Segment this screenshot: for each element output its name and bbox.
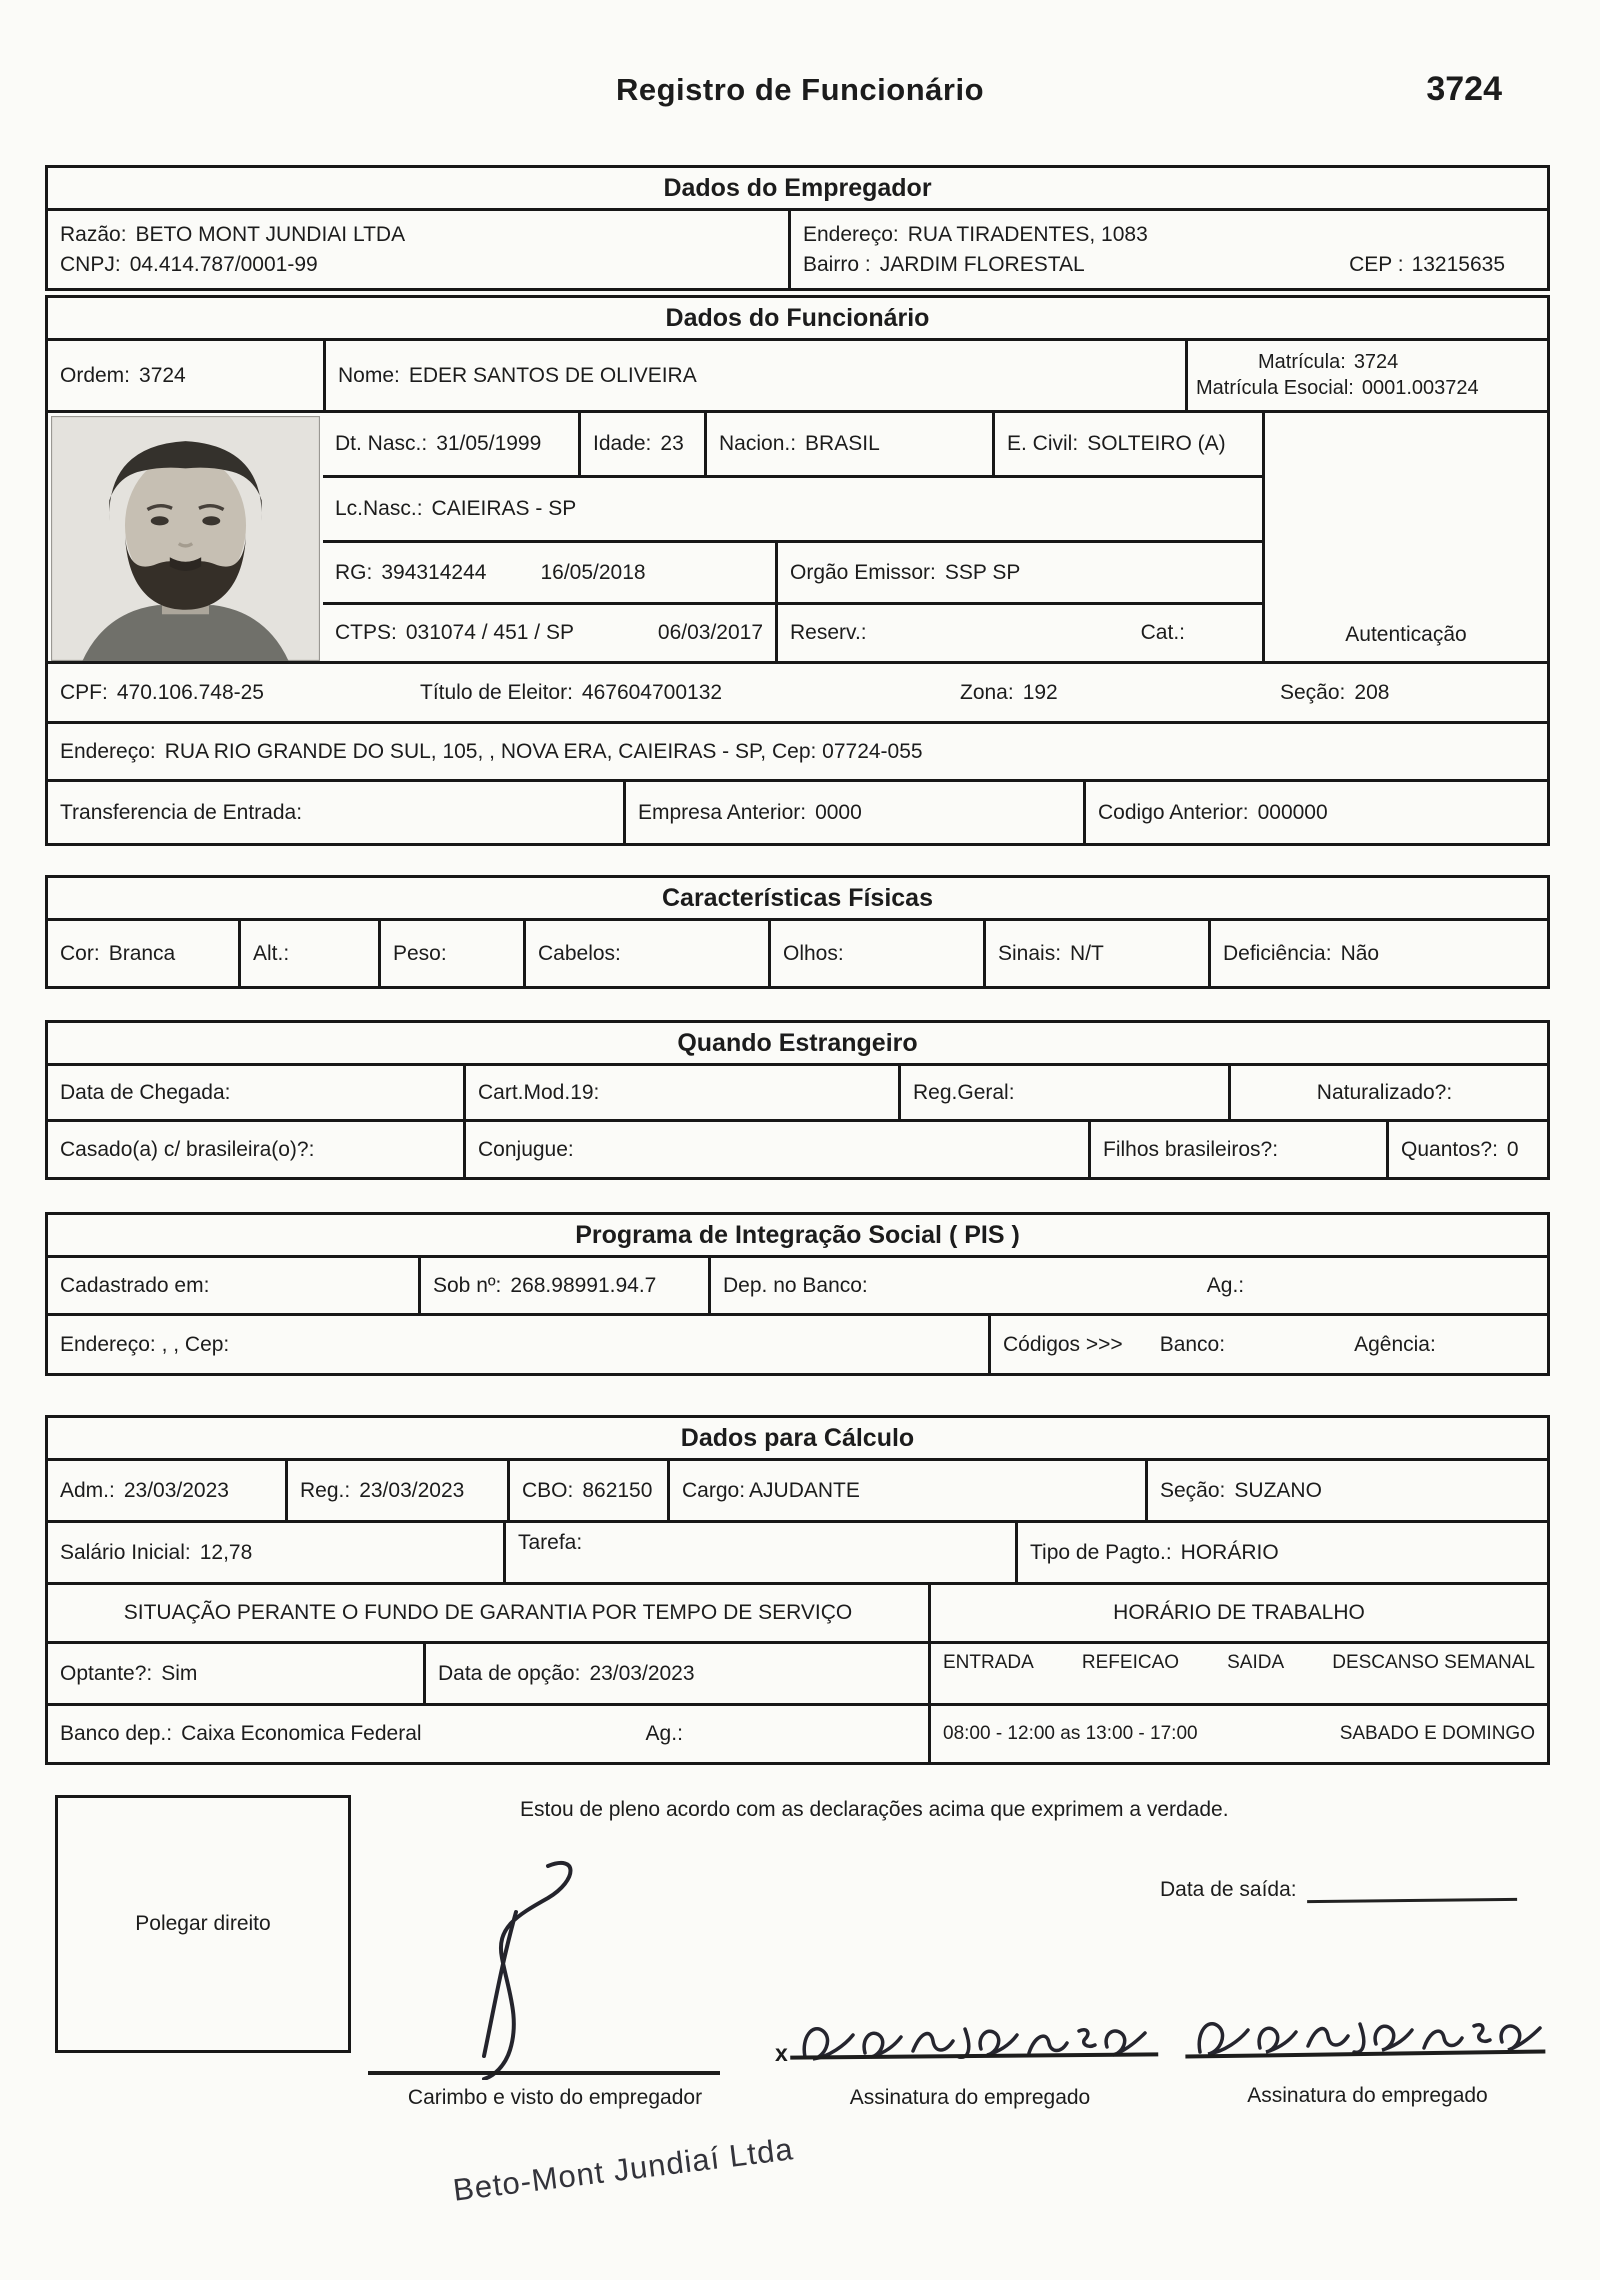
field-secao-eleitoral: [1268, 664, 1547, 721]
field-filhos-brasileiros: [1088, 1122, 1386, 1177]
pis-banco-label: Banco:: [1159, 1332, 1226, 1356]
cart-mod19-label: Cart.Mod.19:: [478, 1080, 600, 1104]
cnpj-label: CNPJ:: [60, 252, 121, 276]
deficiencia-value: Não: [1340, 941, 1380, 965]
field-peso: [378, 921, 523, 986]
field-transferencia: [48, 782, 623, 843]
endereco-empregador-value: RUA TIRADENTES, 1083: [907, 222, 1148, 246]
endereco-empregador-label: Endereço:: [803, 222, 899, 246]
cpf-label: CPF:: [60, 680, 108, 704]
nacion-value: BRASIL: [805, 432, 880, 455]
field-deficiencia: [1208, 921, 1547, 986]
adm-label: Adm.:: [60, 1478, 115, 1502]
orgao-emissor-label: Orgão Emissor:: [790, 560, 936, 584]
field-codigo-anterior: [1083, 782, 1547, 843]
banco-dep-value: Caixa Economica Federal: [181, 1722, 422, 1745]
fgts-title: [48, 1585, 928, 1641]
data-chegada-label: Data de Chegada:: [60, 1080, 231, 1104]
horario-title: [931, 1585, 1547, 1641]
naturalizado-label: Naturalizado?:: [1316, 1080, 1453, 1104]
matricula-esocial-value: 0001.003724: [1361, 377, 1479, 399]
matricula-label: Matrícula:: [1258, 351, 1346, 373]
field-optante: [48, 1644, 423, 1703]
cor-label: Cor:: [60, 941, 100, 965]
polegar-direito-label: Polegar direito: [135, 1912, 271, 1935]
carimbo-line: [368, 2000, 720, 2075]
cbo-label: CBO:: [522, 1478, 574, 1502]
section-dados-calculo: [45, 1415, 1550, 1765]
salario-inicial-value: 12,78: [199, 1540, 253, 1564]
tarefa-label: Tarefa:: [518, 1531, 583, 1554]
fgts-block: [48, 1585, 928, 1762]
field-cabelos: [523, 921, 768, 986]
sinais-value: N/T: [1070, 941, 1104, 965]
field-dep-banco: [708, 1258, 1547, 1313]
field-nome: [323, 341, 1185, 410]
dt-nasc-value: 31/05/1999: [436, 432, 542, 455]
field-naturalizado: [1228, 1066, 1547, 1119]
empresa-anterior-value: 0000: [815, 800, 862, 824]
field-data-saida: [1160, 1878, 1517, 1902]
declaracao-text: Estou de pleno acordo com as declarações acima que exprimem a verdade.: [520, 1798, 1229, 1821]
section-pis: [45, 1212, 1550, 1376]
section-title-funcionario: Dados do Funcionário: [665, 304, 930, 332]
field-codigos-banco-agencia: [988, 1316, 1547, 1373]
fgts-title-text: SITUAÇÃO PERANTE O FUNDO DE GARANTIA POR TEMPO DE SERVIÇO: [123, 1601, 853, 1624]
field-pis-endereco: [48, 1316, 988, 1373]
sob-numero-value: 268.98991.94.7: [510, 1273, 657, 1297]
horario-block: [928, 1585, 1547, 1762]
section-title-fisicas: Características Físicas: [661, 884, 933, 912]
field-cpf: [48, 664, 408, 721]
field-reg: [285, 1461, 507, 1520]
sinais-label: Sinais:: [998, 941, 1062, 965]
salario-inicial-label: Salário Inicial:: [60, 1540, 191, 1564]
sob-numero-label: Sob nº:: [433, 1273, 502, 1297]
deficiencia-label: Deficiência:: [1223, 941, 1332, 965]
filhos-brasileiros-label: Filhos brasileiros?:: [1103, 1137, 1279, 1161]
field-cor: [48, 921, 238, 986]
orgao-emissor-value: SSP SP: [944, 560, 1021, 584]
field-altura: [238, 921, 378, 986]
funcionario-middle-grid: [323, 413, 1262, 661]
horario-valores-row: [931, 1703, 1547, 1762]
cargo-label: Cargo:: [682, 1478, 746, 1502]
field-ordem: [48, 341, 323, 410]
x-mark: x: [775, 2040, 788, 2066]
casado-brasileira-label: Casado(a) c/ brasileira(o)?:: [60, 1137, 315, 1161]
pis-agencia-label: Agência:: [1354, 1332, 1436, 1356]
field-cart-mod19: [463, 1066, 898, 1119]
cadastrado-em-label: Cadastrado em:: [60, 1273, 210, 1297]
field-razao-cnpj: [48, 211, 788, 288]
field-reserv-cat: [775, 605, 1262, 661]
ordem-value: 3724: [139, 363, 186, 387]
section-title-calculo: Dados para Cálculo: [680, 1424, 915, 1452]
adm-value: 23/03/2023: [123, 1478, 229, 1502]
horario-valor: 08:00 - 12:00 as 13:00 - 17:00: [943, 1723, 1198, 1744]
company-stamp-text: Beto-Mont Jundiaí Ltda: [451, 2131, 796, 2208]
banco-dep-ag-label: Ag.:: [645, 1722, 683, 1745]
descanso-valor: SABADO E DOMINGO: [1339, 1723, 1535, 1744]
data-opcao-value: 23/03/2023: [589, 1661, 695, 1685]
lc-nasc-value: CAIEIRAS - SP: [431, 497, 577, 520]
codigo-anterior-label: Codigo Anterior:: [1098, 800, 1249, 824]
ctps-value: 031074 / 451 / SP: [405, 621, 574, 644]
razao-label: Razão:: [60, 222, 127, 246]
peso-label: Peso:: [393, 941, 447, 965]
field-estado-civil: [992, 413, 1262, 475]
section-title-estrangeiro: Quando Estrangeiro: [677, 1029, 918, 1057]
cor-value: Branca: [108, 941, 176, 965]
descanso-label: DESCANSO SEMANAL: [1332, 1652, 1535, 1673]
section-dados-funcionario: [45, 295, 1550, 846]
endereco-funcionario-value: RUA RIO GRANDE DO SUL, 105, , NOVA ERA, CAIEIRAS - SP, Cep: 07724-055: [164, 739, 923, 763]
idade-label: Idade:: [593, 432, 652, 455]
field-cbo: [507, 1461, 667, 1520]
field-autenticacao: [1262, 413, 1547, 661]
transferencia-label: Transferencia de Entrada:: [60, 800, 303, 824]
pis-ag-label: Ag.:: [1206, 1273, 1245, 1297]
ctps-label: CTPS:: [335, 621, 397, 644]
ctps-date-value: 06/03/2017: [657, 621, 763, 644]
optante-label: Optante?:: [60, 1661, 153, 1685]
rg-label: RG:: [335, 560, 373, 584]
codigos-label: Códigos >>>: [1003, 1332, 1123, 1356]
estado-civil-label: E. Civil:: [1007, 432, 1079, 455]
tipo-pagto-label: Tipo de Pagto.:: [1030, 1540, 1172, 1564]
assinatura-1-line: [790, 1998, 1158, 2059]
data-opcao-label: Data de opção:: [438, 1661, 581, 1685]
section-title-pis: Programa de Integração Social ( PIS ): [575, 1221, 1020, 1249]
field-salario-inicial: [48, 1523, 503, 1582]
section-dados-empregador: [45, 165, 1550, 291]
matricula-esocial-label: Matrícula Esocial:: [1196, 377, 1354, 399]
field-olhos: [768, 921, 983, 986]
field-sob-numero: [418, 1258, 708, 1313]
zona-value: 192: [1022, 680, 1058, 704]
saida-label: SAIDA: [1227, 1652, 1285, 1673]
field-endereco-bairro: [788, 211, 1547, 288]
reg-geral-label: Reg.Geral:: [913, 1080, 1015, 1104]
pis-endereco-label: Endereço: , , Cep:: [60, 1332, 230, 1356]
nome-value: EDER SANTOS DE OLIVEIRA: [408, 363, 697, 387]
autenticacao-label: Autenticação: [1345, 623, 1467, 646]
cep-value: 13215635: [1411, 252, 1505, 276]
endereco-funcionario-label: Endereço:: [60, 739, 156, 763]
idade-value: 23: [660, 432, 684, 455]
cbo-value: 862150: [582, 1478, 653, 1502]
employee-photo-image: [51, 416, 320, 661]
assinatura-1-label: Assinatura do empregado: [849, 2086, 1091, 2109]
cep-label: CEP :: [1349, 252, 1404, 276]
assinatura-2-line: [1185, 1995, 1546, 2058]
nacion-label: Nacion.:: [719, 432, 797, 455]
field-idade: [578, 413, 704, 475]
field-nacion: [704, 413, 992, 475]
field-tarefa: [503, 1523, 1015, 1582]
conjugue-label: Conjugue:: [478, 1137, 574, 1161]
field-ctps: [323, 605, 775, 661]
lc-nasc-label: Lc.Nasc.:: [335, 497, 423, 520]
ordem-label: Ordem:: [60, 363, 131, 387]
titulo-eleitor-label: Título de Eleitor:: [420, 680, 573, 704]
secao-calculo-label: Seção:: [1160, 1478, 1226, 1502]
field-empresa-anterior: [623, 782, 1083, 843]
field-endereco-funcionario: [48, 724, 1547, 779]
field-banco-dep: [48, 1706, 928, 1762]
employee-photo: [48, 413, 323, 661]
section-title-empregador: Dados do Empregador: [663, 174, 932, 202]
field-adm: [48, 1461, 285, 1520]
field-tipo-pagto: [1015, 1523, 1547, 1582]
optante-value: Sim: [161, 1661, 198, 1685]
estado-civil-value: SOLTEIRO (A): [1087, 432, 1226, 455]
olhos-label: Olhos:: [783, 941, 844, 965]
field-dt-nasc: [323, 413, 578, 475]
field-casado-brasileira: [48, 1122, 463, 1177]
field-rg: [323, 543, 775, 602]
banco-dep-label: Banco dep.:: [60, 1722, 173, 1745]
field-lc-nasc: [323, 478, 1262, 540]
quantos-label: Quantos?:: [1401, 1137, 1498, 1161]
field-titulo-eleitor: [408, 664, 948, 721]
field-cargo: [667, 1461, 1145, 1520]
field-cadastrado-em: [48, 1258, 418, 1313]
reserv-label: Reserv.:: [790, 621, 867, 644]
razao-value: BETO MONT JUNDIAI LTDA: [135, 222, 406, 246]
data-saida-label: Data de saída:: [1160, 1878, 1297, 1901]
secao-eleitoral-value: 208: [1354, 680, 1390, 704]
field-reg-geral: [898, 1066, 1228, 1119]
form-number: 3724: [1426, 70, 1502, 108]
polegar-direito-box: [55, 1795, 351, 2053]
bairro-value: JARDIM FLORESTAL: [879, 252, 1085, 276]
field-data-opcao: [423, 1644, 928, 1703]
field-data-chegada: [48, 1066, 463, 1119]
titulo-eleitor-value: 467604700132: [581, 680, 723, 704]
entrada-label: ENTRADA: [943, 1652, 1034, 1673]
section-caracteristicas-fisicas: [45, 875, 1550, 989]
reg-label: Reg.:: [300, 1478, 351, 1502]
refeicao-label: REFEICAO: [1081, 1652, 1180, 1673]
codigo-anterior-value: 000000: [1257, 800, 1328, 824]
altura-label: Alt.:: [253, 941, 290, 965]
nome-label: Nome:: [338, 363, 400, 387]
field-conjugue: [463, 1122, 1088, 1177]
field-quantos: [1386, 1122, 1547, 1177]
cpf-value: 470.106.748-25: [116, 680, 264, 704]
matricula-value: 3724: [1353, 351, 1399, 373]
field-matricula: [1185, 341, 1547, 410]
cargo-value: AJUDANTE: [749, 1478, 860, 1502]
cnpj-value: 04.414.787/0001-99: [129, 252, 318, 276]
page-title: Registro de Funcionário: [615, 72, 985, 107]
rg-value: 394314244: [381, 560, 487, 584]
tipo-pagto-value: HORÁRIO: [1180, 1540, 1279, 1564]
cabelos-label: Cabelos:: [538, 941, 621, 965]
field-secao-calculo: [1145, 1461, 1547, 1520]
zona-label: Zona:: [960, 680, 1014, 704]
bairro-label: Bairro :: [803, 252, 871, 276]
dep-banco-label: Dep. no Banco:: [723, 1273, 868, 1297]
horario-title-text: HORÁRIO DE TRABALHO: [1113, 1601, 1365, 1624]
empresa-anterior-label: Empresa Anterior:: [638, 800, 807, 824]
quantos-value: 0: [1506, 1137, 1519, 1161]
field-orgao-emissor: [775, 543, 1262, 602]
reg-value: 23/03/2023: [359, 1478, 465, 1502]
cat-label: Cat.:: [1140, 621, 1185, 644]
field-zona: [948, 664, 1268, 721]
data-saida-line: [1306, 1877, 1516, 1903]
dt-nasc-label: Dt. Nasc.:: [335, 432, 428, 455]
assinatura-2-label: Assinatura do empregado: [1247, 2084, 1488, 2107]
carimbo-label: Carimbo e visto do empregador: [407, 2086, 703, 2109]
secao-eleitoral-label: Seção:: [1280, 680, 1346, 704]
rg-date-value: 16/05/2018: [540, 560, 646, 584]
horario-header-row: [931, 1641, 1547, 1703]
section-quando-estrangeiro: [45, 1020, 1550, 1180]
field-sinais: [983, 921, 1208, 986]
secao-calculo-value: SUZANO: [1234, 1478, 1322, 1502]
